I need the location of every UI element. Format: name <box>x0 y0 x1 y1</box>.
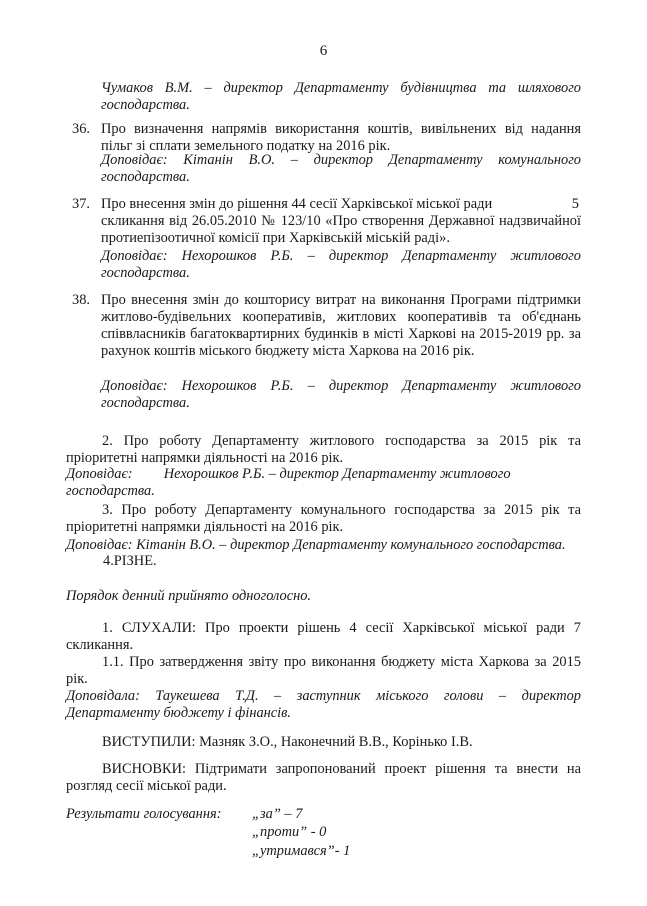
item-number: 36. <box>72 121 90 137</box>
item-speaker: Доповідає: Нехорошков Р.Б. – директор Департаменту житлового господарства. <box>101 378 581 411</box>
heard-text: 1. СЛУХАЛИ: Про проекти рішень 4 сесії Харківської міської ради 7 скликання. <box>66 620 581 653</box>
item-speaker: Доповідає: Кітанін В.О. – директор Департаменту комунального господарства. <box>101 152 581 185</box>
item-number: 37. <box>72 196 90 212</box>
section-2-speaker-name: Нехорошков Р.Б. – директор Департаменту житлового господарства. <box>66 466 511 499</box>
section-4-title: 4.РІЗНЕ. <box>103 553 157 569</box>
spoke-line: ВИСТУПИЛИ: Мазняк З.О., Наконечний В.В., Корінько І.В. <box>102 734 473 750</box>
agenda-note: Порядок денний прийнято одноголосно. <box>66 588 312 604</box>
vote-abstained: „утримався”- 1 <box>252 843 351 859</box>
item-text-line1-tail: 5 <box>571 196 579 212</box>
item-text: Про внесення змін до кошторису витрат на виконання Програми підтримки житлово-будівельних кооперативів, житлових кооперативів та об'єднань співвласників багатоквартирних будинків в місті Харкові на 2015-2019 рр. за рахунок коштів міського бюджету міста Харкова на 2016 рік. <box>101 292 581 359</box>
item-text-line1-main: Про внесення змін до рішення 44 сесії Харківської міської ради <box>101 196 493 212</box>
conclusions-text: ВИСНОВКИ: Підтримати запропонований проект рішення та внести на розгляд сесії міської ради. <box>66 761 581 794</box>
item-number: 38. <box>72 292 90 308</box>
heard-speaker: Доповідала: Таукешева Т.Д. – заступник міського голови – директор Департаменту бюджету і фінансів. <box>66 688 581 721</box>
item-text-line1 <box>101 196 581 213</box>
section-2-text: 2. Про роботу Департаменту житлового господарства за 2015 рік та пріоритетні напрямки діяльності на 2016 рік. <box>66 433 581 466</box>
heard-subitem: 1.1. Про затвердження звіту про виконання бюджету міста Харкова за 2015 рік. <box>66 654 581 687</box>
section-3-speaker: Доповідає: Кітанін В.О. – директор Департаменту комунального господарства. <box>66 537 566 553</box>
vote-for: „за” – 7 <box>252 806 303 822</box>
item-speaker: Доповідає: Нехорошков Р.Б. – директор Департаменту житлового господарства. <box>101 248 581 281</box>
section-2-speaker <box>66 466 581 500</box>
page-number: 6 <box>319 43 328 59</box>
voting-label: Результати голосування: <box>66 806 222 822</box>
vote-against: „проти” - 0 <box>252 824 327 840</box>
item-text: скликання від 26.05.2010 № 123/10 «Про створення Державної надзвичайної протиепізоотичної комісії при Харківській міській раді». <box>101 213 581 246</box>
section-3-text: 3. Про роботу Департаменту комунального господарства за 2015 рік та пріоритетні напрямки діяльності на 2016 рік. <box>66 502 581 535</box>
section-2-speaker-label: Доповідає: <box>66 466 133 482</box>
continuation-speaker: Чумаков В.М. – директор Департаменту будівництва та шляхового господарства. <box>101 80 581 113</box>
item-text: Про визначення напрямів використання коштів, вивільнених від надання пільг зі сплати земельного податку на 2016 рік. <box>101 121 581 154</box>
